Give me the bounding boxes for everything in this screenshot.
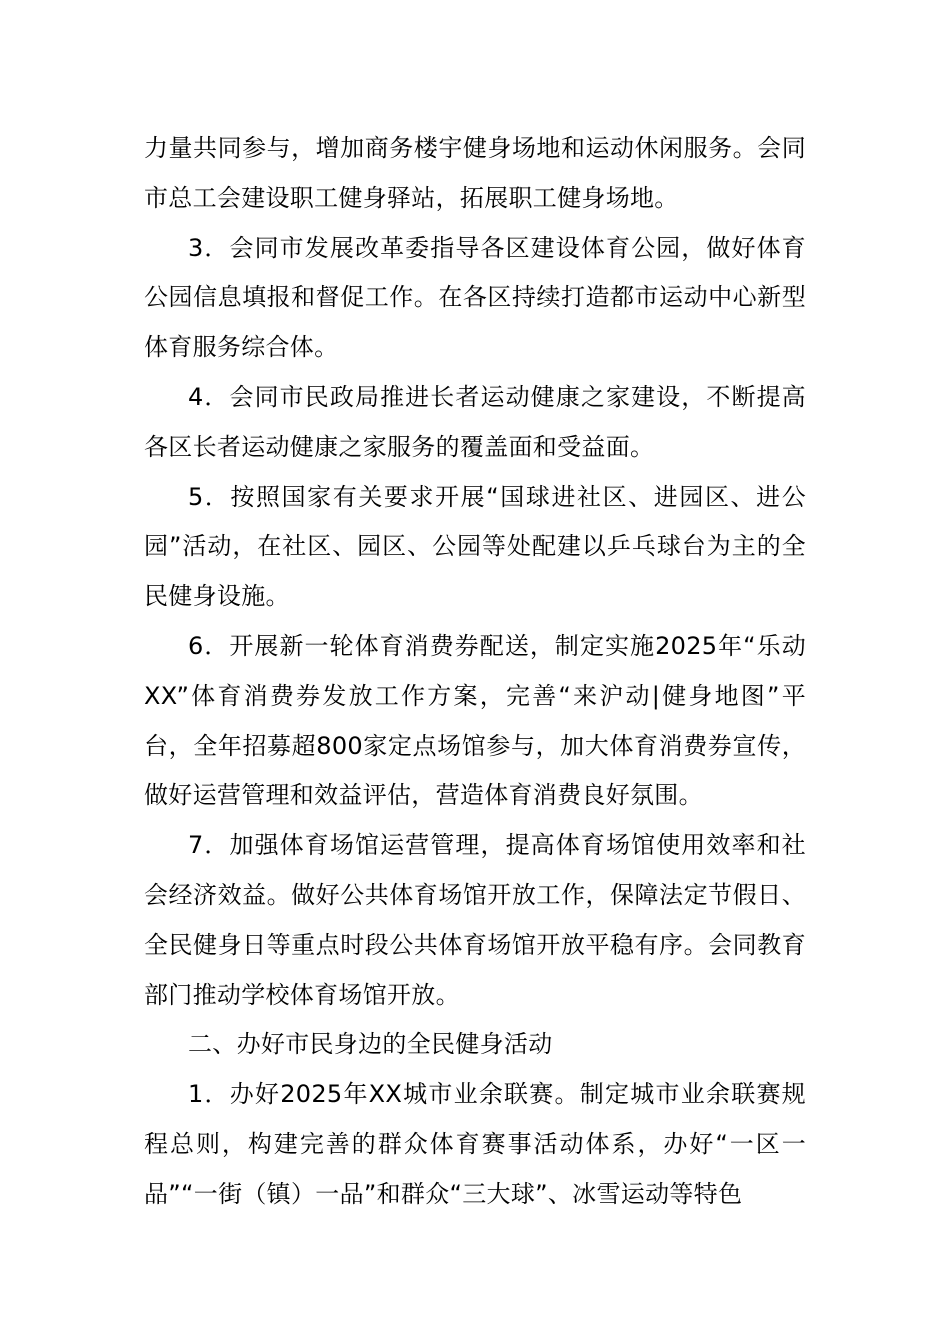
paragraph-item-1: 1．办好2025年XX城市业余联赛。制定城市业余联赛规程总则，构建完善的群众体育赛事活动体系，办好“一区一品”“一街（镇）一品”和群众“三大球”、冰雪运动等特色 (144, 1080, 806, 1208)
paragraph-item-6: 6．开展新一轮体育消费券配送，制定实施2025年“乐动XX”体育消费券发放工作方案，完善“来沪动|健身地图”平台，全年招募超800家定点场馆参与，加大体育消费券宣传，做好运营管理和效益评估，营造体育消费良好氛围。 (144, 631, 806, 810)
paragraph-item-3: 3．会同市发展改革委指导各区建设体育公园，做好体育公园信息填报和督促工作。在各区持续打造都市运动中心新型体育服务综合体。 (144, 233, 806, 362)
section-heading-2: 二、办好市民身边的全民健身活动 (188, 1030, 553, 1059)
paragraph-item-4: 4．会同市民政局推进长者运动健康之家建设，不断提高各区长者运动健康之家服务的覆盖面和受益面。 (144, 382, 806, 461)
paragraph-continuation: 力量共同参与，增加商务楼宇健身场地和运动休闲服务。会同市总工会建设职工健身驿站，拓展职工健身场地。 (144, 134, 806, 212)
paragraph-item-7: 7．加强体育场馆运营管理，提高体育场馆使用效率和社会经济效益。做好公共体育场馆开放工作，保障法定节假日、全民健身日等重点时段公共体育场馆开放平稳有序。会同教育部门推动学校体育场馆开放。 (144, 831, 806, 1009)
document-body (144, 124, 806, 1220)
paragraph-item-5: 5．按照国家有关要求开展“国球进社区、进园区、进公园”活动，在社区、园区、公园等处配建以乒乓球台为主的全民健身设施。 (144, 482, 806, 611)
